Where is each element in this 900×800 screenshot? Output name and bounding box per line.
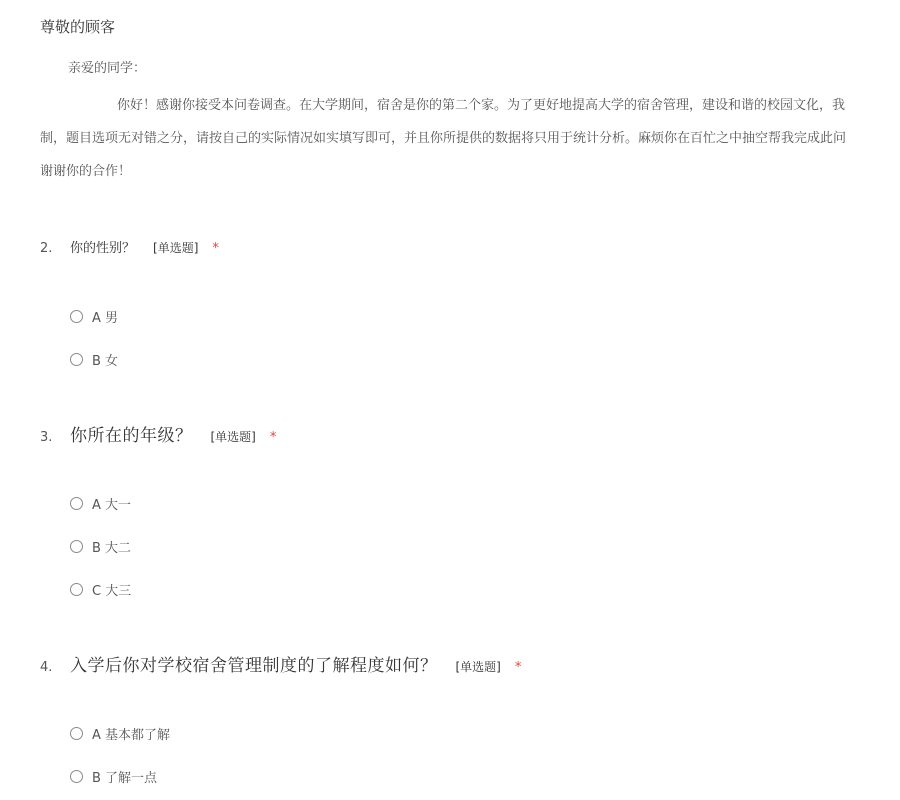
radio-button-icon[interactable] [70, 310, 83, 323]
option-label: A 基本都了解 [92, 728, 171, 743]
radio-button-icon[interactable] [70, 353, 83, 366]
required-marker: * [212, 241, 219, 256]
option-label: A 大一 [92, 498, 132, 513]
option-q3-b[interactable] [70, 537, 131, 556]
option-q3-a[interactable] [70, 494, 131, 513]
question-title: 你所在的年级？ [70, 426, 193, 446]
option-q4-a[interactable] [70, 724, 170, 743]
intro-line: 你好！感谢你接受本问卷调查。在大学期间，宿舍是你的第二个家。为了更好地提高大学的宿舍管理，建设和谐的校园文化，我 [117, 98, 846, 113]
intro-text [40, 89, 900, 188]
question-number: 3. [40, 430, 53, 445]
option-q4-b[interactable] [70, 767, 157, 786]
question-type-tag: [单选题] [210, 430, 256, 444]
option-label: B 女 [92, 354, 119, 369]
radio-button-icon[interactable] [70, 497, 83, 510]
radio-button-icon[interactable] [70, 540, 83, 553]
option-label: A 男 [92, 311, 119, 326]
required-marker: * [514, 660, 522, 675]
intro-salutation: 亲爱的同学： [68, 61, 147, 76]
question-3-header [40, 421, 276, 446]
greeting-heading: 尊敬的顾客 [40, 18, 116, 36]
question-4-header [40, 651, 521, 676]
required-marker: * [269, 430, 277, 445]
question-number: 4. [40, 660, 53, 675]
option-q2-a[interactable] [70, 307, 118, 326]
intro-line: 制，题目选项无对错之分，请按自己的实际情况如实填写即可，并且你所提供的数据将只用于统计分析。麻烦你在百忙之中抽空帮我完成此问 [40, 131, 847, 146]
option-label: B 了解一点 [92, 771, 158, 786]
question-title: 入学后你对学校宿舍管理制度的了解程度如何？ [70, 656, 438, 676]
option-label: C 大三 [92, 584, 132, 599]
radio-button-icon[interactable] [70, 727, 83, 740]
question-type-tag: [单选题] [455, 660, 501, 674]
option-label: B 大二 [92, 541, 132, 556]
option-q3-c[interactable] [70, 580, 131, 599]
intro-line: 谢谢你的合作！ [40, 164, 132, 179]
question-title: 你的性别？ [70, 241, 136, 256]
option-q2-b[interactable] [70, 350, 118, 369]
question-type-tag: [单选题] [153, 241, 199, 255]
question-2-header [40, 237, 219, 256]
question-number: 2. [40, 241, 53, 256]
radio-button-icon[interactable] [70, 583, 83, 596]
radio-button-icon[interactable] [70, 770, 83, 783]
